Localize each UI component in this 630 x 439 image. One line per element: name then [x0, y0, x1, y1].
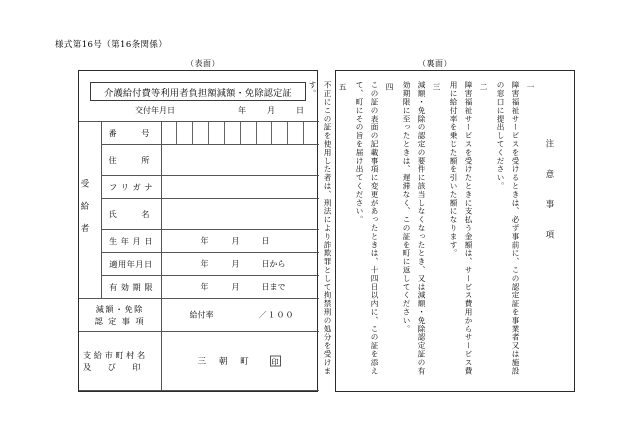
number-segmented-boxes[interactable] [162, 122, 320, 144]
issue-date-label: 交付年月日 [135, 106, 175, 115]
table-row [79, 176, 319, 199]
benefit-rate-value: ／１００ [258, 310, 295, 320]
applydate-value-cell[interactable] [161, 253, 319, 276]
benefit-rate-label: 給付率 [189, 310, 214, 320]
number-cell[interactable] [272, 122, 288, 144]
note-text: 障害福祉サービスを受けるときは、必ず事前に、この認定証を事業者又は施設の窓口に提出してください。 [496, 81, 520, 375]
table-row [79, 199, 319, 230]
reduction-label-line2: 認 定 事 項 [94, 316, 145, 326]
address-label-cell [101, 145, 161, 176]
table-row [79, 299, 319, 332]
address-value-cell[interactable] [161, 145, 319, 176]
number-cell[interactable] [257, 122, 273, 144]
number-cell[interactable] [241, 122, 257, 144]
expiry-label-cell [101, 276, 161, 299]
number-label-cell [101, 122, 161, 145]
applydate-label-cell [101, 253, 161, 276]
note-text: 不正にこの証を使用した者は、刑法により詐欺罪として拘禁刑の処分を受けます。 [308, 81, 332, 375]
number-label: 番 号 [108, 127, 150, 138]
note-text: 障害福祉サービスを受けたときに支払う金額は、サービス費用からサービス費用に給付率を乗じた額を引いた額になります。 [449, 81, 473, 375]
municipality-value-cell[interactable] [161, 332, 319, 391]
note-number: 一 [526, 83, 535, 91]
note-number: 四 [385, 83, 394, 91]
table-row [79, 332, 319, 391]
table-row [79, 145, 319, 176]
applydate-label: 適用年月日 [109, 258, 153, 269]
note-number: 三 [432, 83, 441, 91]
reduction-label-cell [79, 299, 161, 332]
list-item [352, 81, 397, 381]
birthdate-month: 月 [231, 236, 240, 246]
number-value-cell[interactable] [161, 122, 319, 145]
back-side-caption: （裏面） [418, 59, 452, 68]
municipality-label-line1: 支 給 市 町 村 名 [83, 350, 146, 360]
number-cell[interactable] [225, 122, 241, 144]
note-text: この証の表面の記載事項に変更があったときは、十四日以内に、この証を添えて、町にその旨を届け出てください。 [355, 81, 379, 375]
note-number: 二 [479, 83, 488, 91]
recipient-side-label: 受給者 [79, 122, 101, 299]
expiry-day-until: 日まで [261, 282, 286, 292]
address-label: 住 所 [108, 154, 150, 165]
list-item [305, 81, 350, 381]
number-cell[interactable] [177, 122, 193, 144]
table-row [79, 253, 319, 276]
issue-date-month: 月 [267, 106, 275, 115]
number-cell[interactable] [288, 122, 304, 144]
expiry-month: 月 [231, 282, 240, 292]
number-cell[interactable] [209, 122, 225, 144]
note-number: 五 [338, 83, 347, 91]
list-item [399, 81, 444, 381]
front-panel [78, 70, 318, 392]
issue-date-line [90, 104, 309, 118]
expiry-year: 年 [200, 282, 209, 292]
number-cell[interactable] [193, 122, 209, 144]
municipality-label-cell [79, 332, 161, 391]
expiry-label: 有 効 期 限 [108, 281, 154, 292]
issue-date-day: 日 [296, 106, 304, 115]
expiry-value-cell[interactable] [161, 276, 319, 299]
seal-icon: 印 [271, 357, 279, 367]
birthdate-day: 日 [261, 236, 270, 246]
note-text: 減額・免除の認定の要件に該当しなくなったとき、又は減額・免除認定証の有効期限に至ったときは、遅滞なく、この証を町に返してください。 [402, 81, 426, 375]
list-item [493, 81, 538, 381]
birthdate-value-cell[interactable] [161, 230, 319, 253]
notes-heading: 注 意 事 項 [545, 139, 555, 245]
birthdate-year: 年 [200, 236, 209, 246]
municipality-name: 三 朝 町 [197, 357, 254, 367]
recipient-table [79, 121, 319, 391]
applydate-month: 月 [231, 259, 240, 269]
applydate-day-from: 日から [261, 259, 286, 269]
municipality-label-line2: 及 び 印 [83, 362, 141, 372]
furigana-label: フ リ ガ ナ [108, 181, 154, 192]
certificate-title: 介護給付費等利用者負担額減額・免除認定証 [90, 82, 306, 101]
back-panel [308, 70, 575, 392]
reduction-value-cell[interactable] [161, 299, 319, 332]
number-cell[interactable] [162, 122, 178, 144]
applydate-year: 年 [200, 259, 209, 269]
name-label-cell [101, 199, 161, 230]
name-label: 氏 名 [108, 208, 150, 219]
front-side-caption: （表面） [186, 59, 220, 68]
name-value-cell[interactable] [161, 199, 319, 230]
form-number: 様式第16号（第16条関係） [55, 40, 168, 50]
reduction-label-line1: 減額・免除 [95, 304, 144, 314]
list-item [446, 81, 491, 381]
table-row [79, 122, 319, 145]
furigana-value-cell[interactable] [161, 176, 319, 199]
table-row [79, 230, 319, 253]
issue-date-year: 年 [238, 106, 246, 115]
birthdate-label-cell [101, 230, 161, 253]
furigana-label-cell [101, 176, 161, 199]
notes-container [308, 81, 566, 381]
birthdate-label: 生 年 月 日 [108, 235, 154, 246]
table-row [79, 276, 319, 299]
